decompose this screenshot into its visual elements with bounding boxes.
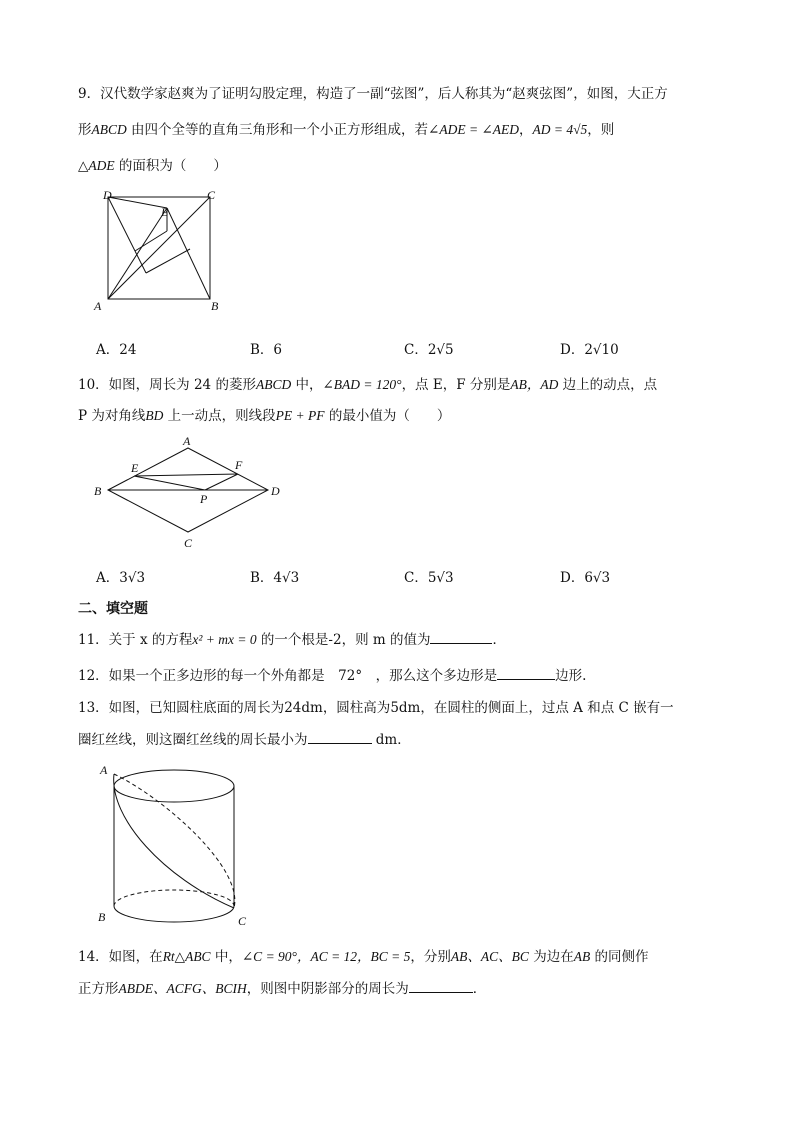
q14-text-part: ．: [472, 981, 487, 997]
q9-line-ae: [108, 208, 167, 299]
q10-text-part: 上一动点，则线段: [163, 408, 276, 424]
q9-label-c: C: [207, 188, 216, 202]
q12-answer-blank[interactable]: [497, 667, 555, 680]
q9-text-line1: 9．汉代数学家赵爽为了证明勾股定理，构造了一副“弦图”，后人称其为“赵爽弦图”，如图，大正方: [78, 86, 668, 102]
q13-thread-front: [114, 774, 234, 908]
q13-label-c: C: [238, 914, 247, 928]
q9-math: △ADE: [78, 158, 115, 173]
q13-text-part: 13．如图，已知圆柱底面的周长为: [78, 700, 285, 716]
q10-rhombus-figure: [88, 432, 293, 554]
q9-inner-line1: [108, 197, 135, 251]
q13-cylinder-figure: [94, 758, 264, 930]
q9-option-c[interactable]: C．2√5: [404, 342, 454, 358]
q10-text-part: 边上的动点，点: [558, 377, 658, 393]
q9-text-part: ，: [519, 122, 533, 138]
q14-math: AB: [573, 949, 591, 964]
q10-option-a[interactable]: A．3√3: [96, 570, 146, 586]
q13-text-part: ，在圆柱的侧面上，过点 A 和点 C 嵌有一: [420, 700, 674, 716]
q10-label-a: A: [183, 434, 191, 448]
q9-text-line2: [78, 118, 614, 138]
q10-label-e: E: [131, 461, 139, 475]
q10-text-line2: [78, 404, 450, 424]
q10-label-p: P: [200, 492, 208, 506]
q10-math: BD: [145, 408, 164, 423]
q11-answer-blank[interactable]: [430, 631, 492, 644]
q13-text-part: ，圆柱高为: [322, 700, 391, 716]
q9-inner-line3: [135, 231, 167, 251]
q13-label-b: B: [98, 910, 106, 924]
q14-math: AB、AC、BC: [450, 949, 529, 964]
q10-text-part: 中，: [291, 377, 323, 393]
q10-label-c: C: [184, 536, 193, 550]
q9-math: ∠ADE = ∠AED: [428, 122, 520, 137]
q10-text-part: 10．如图，周长为 24 的菱形: [78, 377, 256, 393]
q13-text-line2: [78, 728, 411, 748]
q9-math: AD = 4√5: [532, 122, 588, 137]
q9-zhao-shuang-figure: [90, 185, 230, 315]
q13-math: 24dm: [284, 700, 323, 716]
q11-math: x² + mx = 0: [192, 632, 257, 647]
q9-label-d: D: [103, 188, 112, 202]
q9-text-part: ，则: [587, 122, 615, 138]
q13-label-a: A: [100, 763, 108, 777]
section-title-fill-in: 二、填空题: [78, 601, 148, 617]
q10-label-d: D: [271, 484, 280, 498]
q14-text-part: 的同侧作: [590, 949, 649, 965]
q14-text-part: 为边在: [528, 949, 574, 965]
q9-text-part: 形: [78, 122, 92, 138]
q14-text-part: 中，: [210, 949, 242, 965]
q14-text-line2: [78, 977, 486, 997]
q9-text-part: 的面积为（ ）: [114, 158, 227, 174]
q13-text-line1: [78, 696, 674, 716]
q9-text-line3: [78, 154, 227, 174]
q9-label-e: E: [161, 205, 169, 219]
q9-label-b: B: [211, 299, 219, 313]
q10-line-ep: [134, 476, 205, 490]
q11-text-part: 的一个根是-2，则 m 的值为: [256, 632, 431, 648]
q9-inner-line4: [146, 249, 190, 273]
q10-option-d[interactable]: D．6√3: [560, 570, 611, 586]
q13-bottom-front-arc: [114, 906, 234, 922]
q14-math: Rt△ABC: [162, 949, 211, 964]
q14-text-part: ，分别: [410, 949, 451, 965]
q9-option-b[interactable]: B．6: [250, 342, 283, 358]
q12-text: [78, 664, 586, 684]
q10-text-part: P 为对角线: [78, 408, 146, 424]
q10-line-pf: [205, 474, 238, 490]
q12-text-part: 边形.: [555, 668, 587, 684]
q10-option-c[interactable]: C．5√3: [404, 570, 454, 586]
q13-text-part: dm．: [371, 732, 411, 748]
q10-label-f: F: [235, 458, 243, 472]
q14-text-part: 14．如图，在: [78, 949, 163, 965]
q9-option-d[interactable]: D．2√10: [560, 342, 619, 358]
q14-math: ABDE、ACFG、BCIH: [118, 981, 247, 996]
q13-bottom-back-arc: [114, 890, 234, 906]
q14-math: ∠C = 90°，AC = 12，BC = 5: [241, 949, 411, 964]
q9-math: ABCD: [91, 122, 127, 137]
q14-text-line1: [78, 945, 649, 965]
q13-math: 5dm: [390, 700, 421, 716]
q10-option-b[interactable]: B．4√3: [250, 570, 300, 586]
q10-math: ∠BAD = 120°: [322, 377, 402, 392]
q10-text-part: ，点 E，F 分别是: [401, 377, 511, 393]
q11-text-part: ．: [492, 632, 506, 648]
q14-text-part: ，则图中阴影部分的周长为: [246, 981, 409, 997]
q10-label-b: B: [94, 484, 102, 498]
q9-label-a: A: [94, 299, 102, 313]
q11-text: [78, 628, 506, 648]
q10-math: ABCD: [255, 377, 292, 392]
q13-thread-back: [114, 774, 235, 908]
q10-math: PE + PF: [275, 408, 325, 423]
q11-text-part: 11．关于 x 的方程: [78, 632, 193, 648]
q9-text-part: 由四个全等的直角三角形和一个小正方形组成，若: [126, 122, 429, 138]
q13-text-part: 圈红丝线，则这圈红丝线的周长最小为: [78, 732, 308, 748]
q9-line-ac: [108, 197, 210, 299]
q12-text-part: 12．如果一个正多边形的每一个外角都是 72° ，那么这个多边形是: [78, 668, 498, 684]
q14-answer-blank[interactable]: [409, 980, 473, 993]
q9-line-eb: [167, 208, 210, 299]
q14-text-part: 正方形: [78, 981, 119, 997]
q10-math: AB，AD: [510, 377, 559, 392]
q9-option-a[interactable]: A．24: [96, 342, 137, 358]
q10-text-part: 的最小值为（ ）: [324, 408, 451, 424]
q13-answer-blank[interactable]: [308, 731, 372, 744]
q13-top-ellipse: [114, 770, 234, 802]
q10-line-ef: [134, 474, 238, 476]
q10-text-line1: [78, 373, 657, 393]
q9-line-de: [108, 197, 167, 208]
